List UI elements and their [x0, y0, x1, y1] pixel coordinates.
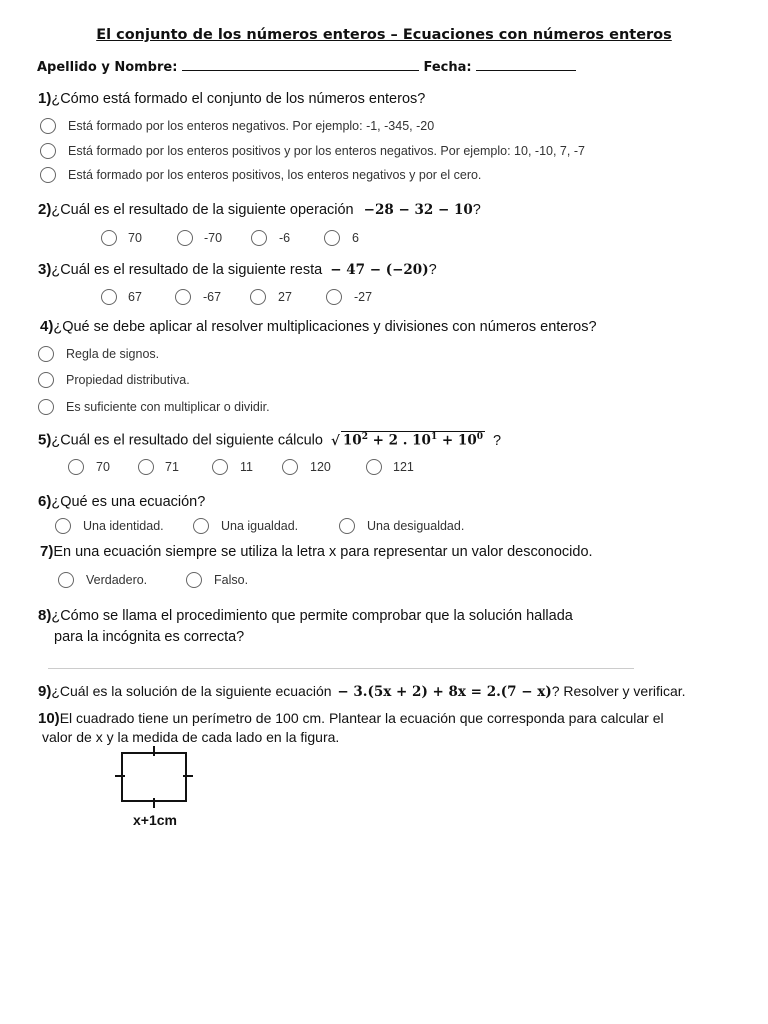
q3-option-3-label: 27 [278, 290, 292, 304]
question-6: 6)¿Qué es una ecuación? [38, 493, 206, 510]
q5-math: √ $10^2 + 2$ . $10^1 + 10^0$ [331, 432, 483, 449]
square-tick-left [115, 775, 125, 777]
q6-option-2-label: Una igualdad. [221, 519, 299, 533]
q4-option-2-label: Propiedad distributiva. [66, 373, 190, 387]
q7-option-1-radio[interactable] [58, 572, 74, 588]
square-tick-right [183, 775, 193, 777]
date-line[interactable] [476, 58, 576, 71]
q5-option-1-label: 70 [96, 460, 110, 474]
name-label: Apellido y Nombre: [37, 60, 178, 75]
q5-option-1-radio[interactable] [68, 459, 84, 475]
q2-option-4-label: 6 [352, 231, 359, 245]
question-10: 10)El cuadrado tiene un perímetro de 100 cm. Plantear la ecuación que corresponda para calcular el [38, 710, 664, 727]
q1-option-2-radio[interactable] [40, 143, 56, 159]
q2-option-3-label: -6 [279, 231, 291, 245]
q4-option-1-radio[interactable] [38, 346, 54, 362]
answer-line [48, 668, 634, 669]
q3-option-1-radio[interactable] [101, 289, 117, 305]
question-9: 9)¿Cuál es la solución de la siguiente ecuación − 3.(5x + 2) + 8x = 2.(7 − x)? Resolver y verificar. [38, 683, 686, 700]
q4-option-2-radio[interactable] [38, 372, 54, 388]
square-side-label: x+1cm [133, 812, 177, 828]
q3-option-2-radio[interactable] [175, 289, 191, 305]
question-1: 1)¿Cómo está formado el conjunto de los números enteros? [38, 90, 426, 107]
q5-option-5-label: 121 [393, 460, 414, 474]
question-10-line-2: valor de x y la medida de cada lado en la figura. [42, 729, 340, 745]
q3-option-4-radio[interactable] [326, 289, 342, 305]
date-label: Fecha: [423, 60, 472, 75]
name-field[interactable] [37, 58, 576, 75]
q4-option-3-radio[interactable] [38, 399, 54, 415]
question-7: 7)En una ecuación siempre se utiliza la letra x para representar un valor desconocido. [40, 543, 593, 560]
q7-option-1-label: Verdadero. [86, 573, 148, 587]
q9-math: − 3.(5x + 2) + 8x = 2.(7 − x) [337, 684, 552, 700]
q3-option-3-radio[interactable] [250, 289, 266, 305]
square-tick-bottom [153, 798, 155, 808]
q4-option-3-label: Es suficiente con multiplicar o dividir. [66, 400, 270, 414]
q6-option-2-radio[interactable] [193, 518, 209, 534]
page-title: El conjunto de los números enteros – Ecuaciones con números enteros [96, 27, 672, 43]
q2-option-2-label: -70 [204, 231, 223, 245]
q2-option-4-radio[interactable] [324, 230, 340, 246]
q7-option-2-label: Falso. [214, 573, 249, 587]
q2-option-1-radio[interactable] [101, 230, 117, 246]
q5-option-2-radio[interactable] [138, 459, 154, 475]
q5-option-3-label: 11 [240, 460, 253, 474]
q1-option-3-label: Está formado por los enteros positivos, los enteros negativos y por el cero. [68, 168, 482, 182]
question-8-line-2: para la incógnita es correcta? [54, 629, 245, 645]
q4-option-1-label: Regla de signos. [66, 347, 160, 361]
q5-option-2-label: 71 [165, 460, 179, 474]
q2-math: −28 − 32 − 10 [363, 202, 473, 218]
q5-option-5-radio[interactable] [366, 459, 382, 475]
question-5: 5)¿Cuál es el resultado del siguiente cálculo √ $10^2 + 2$ . $10^1 + 10^0$ ? [38, 431, 502, 449]
question-4: 4)¿Qué se debe aplicar al resolver multiplicaciones y divisiones con números enteros? [40, 318, 597, 335]
q5-option-3-radio[interactable] [212, 459, 228, 475]
q2-option-2-radio[interactable] [177, 230, 193, 246]
q6-option-3-radio[interactable] [339, 518, 355, 534]
q1-option-1-radio[interactable] [40, 118, 56, 134]
q1-option-2-label: Está formado por los enteros positivos y por los enteros negativos. Por ejemplo: 10, -10, 7, -7 [68, 144, 585, 158]
q6-option-3-label: Una desigualdad. [367, 519, 465, 533]
q3-option-1-label: 67 [128, 290, 142, 304]
q6-option-1-radio[interactable] [55, 518, 71, 534]
square-figure [121, 752, 187, 802]
q1-option-1-label: Está formado por los enteros negativos. Por ejemplo: -1, -345, -20 [68, 119, 435, 133]
square-tick-top [153, 746, 155, 756]
q3-option-4-label: -27 [354, 290, 373, 304]
q2-option-3-radio[interactable] [251, 230, 267, 246]
question-3: 3)¿Cuál es el resultado de la siguiente resta − 47 − (−20)? [38, 261, 437, 278]
q1-option-3-radio[interactable] [40, 167, 56, 183]
question-8: 8)¿Cómo se llama el procedimiento que permite comprobar que la solución hallada [38, 607, 573, 624]
q5-option-4-radio[interactable] [282, 459, 298, 475]
q6-option-1-label: Una identidad. [83, 519, 164, 533]
q2-option-1-label: 70 [128, 231, 142, 245]
q7-option-2-radio[interactable] [186, 572, 202, 588]
name-line[interactable] [182, 58, 419, 71]
q5-option-4-label: 120 [310, 460, 331, 474]
q3-option-2-label: -67 [203, 290, 222, 304]
question-2: 2)¿Cuál es el resultado de la siguiente operación −28 − 32 − 10? [38, 201, 481, 218]
q3-math: − 47 − (−20) [330, 262, 429, 278]
